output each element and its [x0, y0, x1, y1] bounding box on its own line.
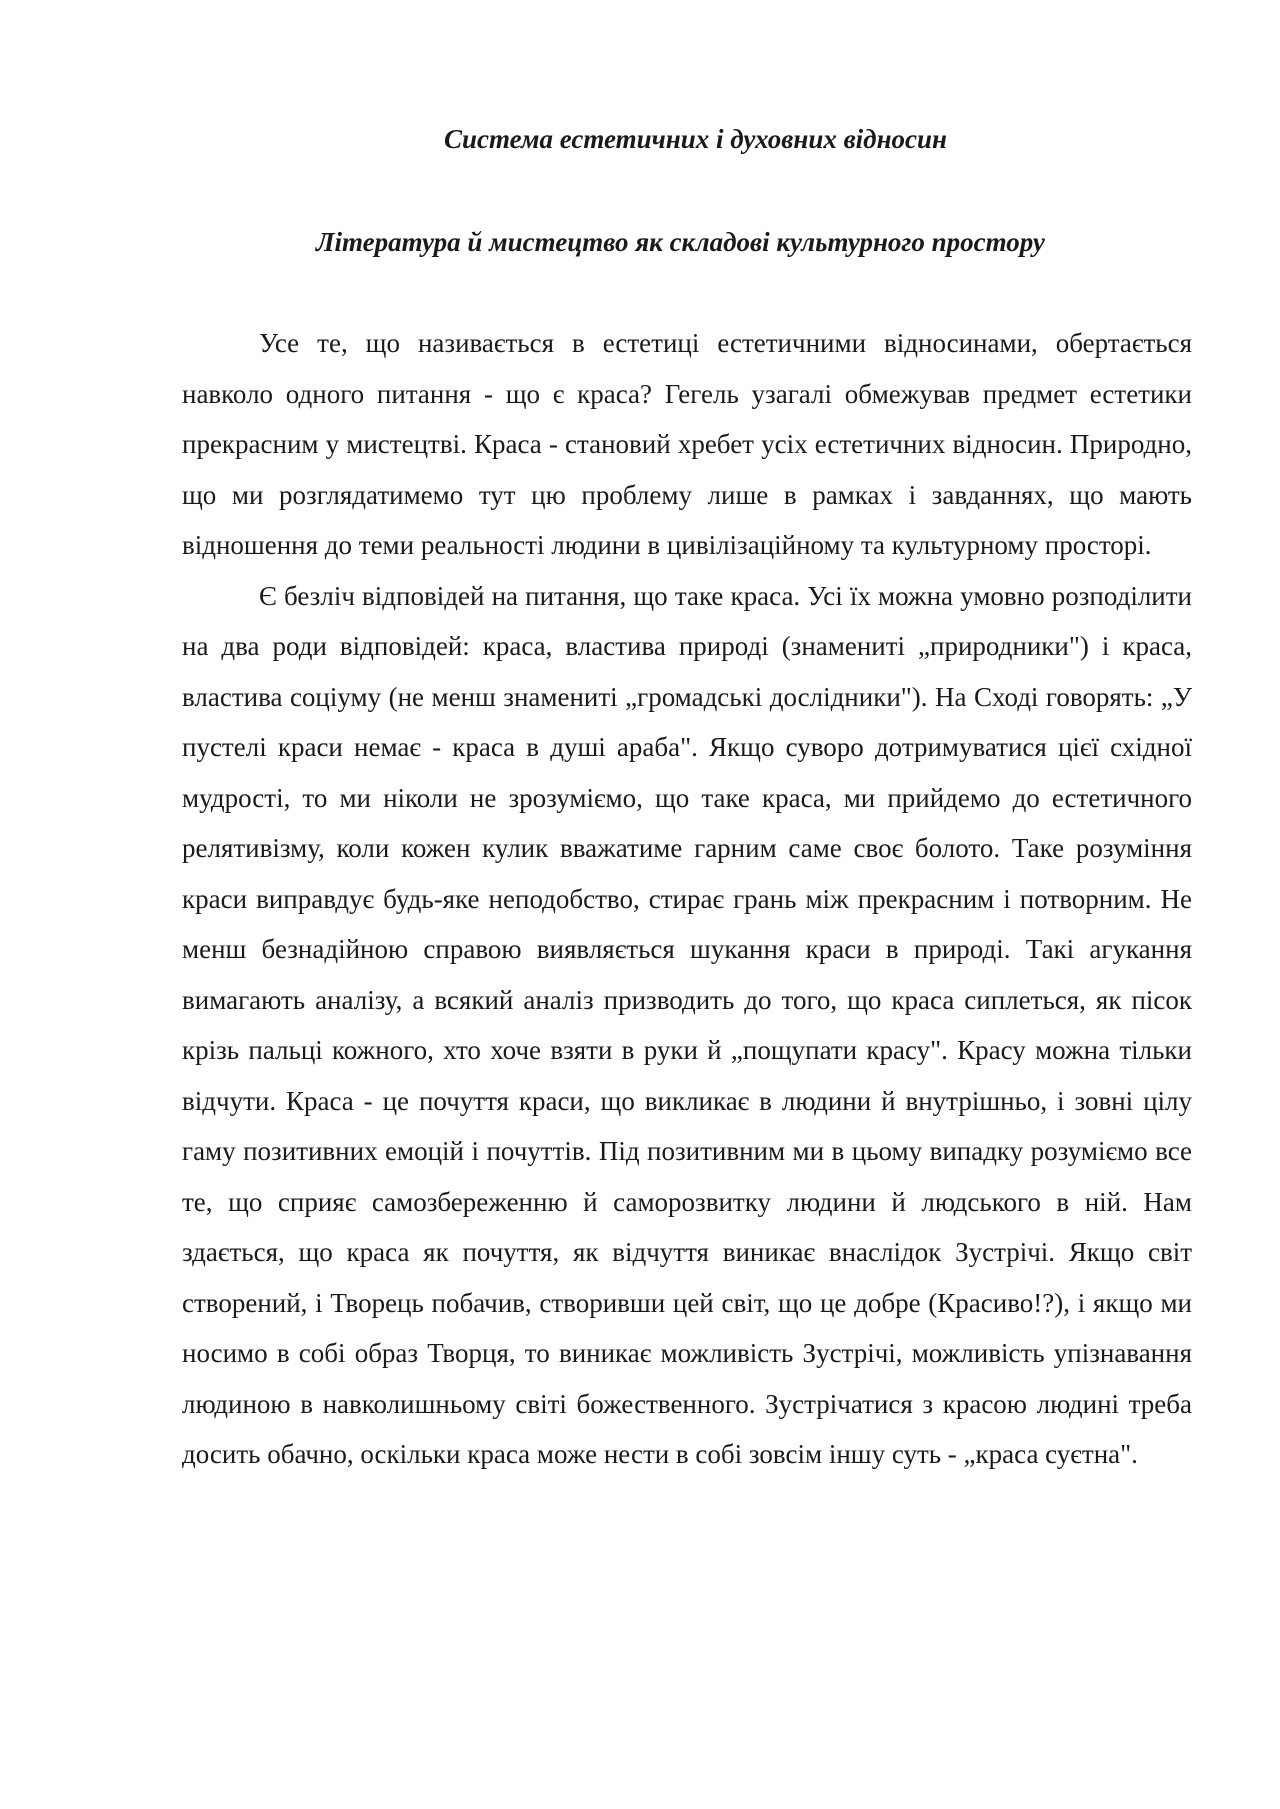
document-title: Система естетичних і духовних відносин [444, 124, 948, 154]
document-subtitle: Література й мистецтво як складові культурного простору [316, 227, 1045, 257]
document-body [182, 318, 1192, 1480]
paragraph-2: Є безліч відповідей на питання, що таке краса. Усі їх можна умовно розподілити на два роди відповідей: краса, властива природі (знамениті „природники") і краса, властива соціуму (не менш знамениті „громадські дослідники"). На Сході говорять: „У пустелі краси немає - краса в душі араба". Якщо суворо дотримуватися цієї східної мудрості, то ми ніколи не зрозуміємо, що таке краса, ми прийдемо до естетичного релятивізму, коли кожен кулик вважатиме гарним саме своє болото. Таке розуміння краси виправдує будь-яке неподобство, стирає грань між прекрасним і потворним. Не менш безнадійною справою виявляється шукання краси в природі. Такі агукання вимагають аналізу, а всякий аналіз призводить до того, що краса сиплеться, як пісок крізь пальці кожного, хто хоче взяти в руки й „пощупати красу". Красу можна тільки відчути. Краса - це почуття краси, що викликає в людини й внутрішньо, і зовні цілу гаму позитивних емоцій і почуттів. Під позитивним ми в цьому випадку розуміємо все те, що сприяє самозбереженню й саморозвитку людини й людського в ній. Нам здається, що краса як почуття, як відчуття виникає внаслідок Зустрічі. Якщо світ створений, і Творець побачив, створивши цей світ, що це добре (Красиво!?), і якщо ми носимо в собі образ Творця, то виникає можливість Зустрічі, можливість упізнавання людиною в навколишньому світі божественного. Зустрічатися з красою людині треба досить обачно, оскільки краса може нести в собі зовсім іншу суть - „краса суєтна". [182, 580, 1192, 1469]
paragraph-1: Усе те, що називається в естетиці естетичними відносинами, обертається навколо одного питання - що є краса? Гегель узагалі обмежував предмет естетики прекрасним у мистецтві. Краса - становий хребет усіх естетичних відносин. Природно, що ми розглядатимемо тут цю проблему лише в рамках і завданнях, що мають відношення до теми реальності людини в цивілізаційному та культурному просторі. [182, 328, 1192, 560]
